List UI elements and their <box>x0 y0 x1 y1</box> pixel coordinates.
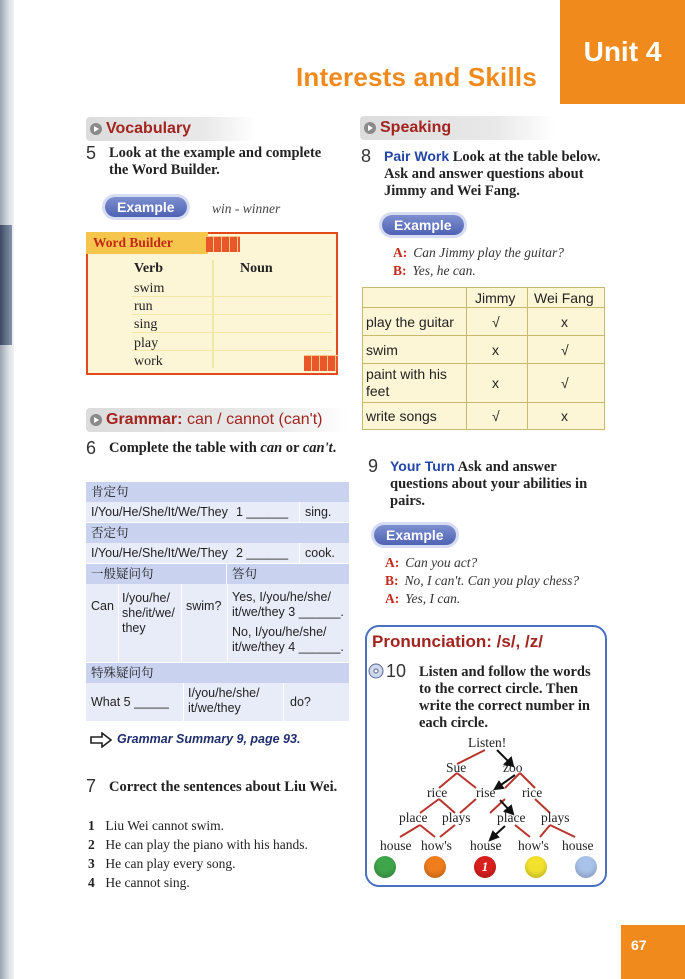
word-builder-row <box>132 333 332 351</box>
verb-work: work <box>134 354 163 369</box>
negative-verb: cook. <box>305 546 335 560</box>
list-item: 1 Liu Wei cannot swim. <box>88 818 225 833</box>
exercise-number-7: 7 <box>86 776 97 796</box>
wh-subject: I/you/he/she/ it/we/they <box>188 686 260 715</box>
tree-word: plays <box>442 810 471 825</box>
jimmy-songs: √ <box>492 408 500 424</box>
tree-word: place <box>399 810 428 825</box>
activity-swim: swim <box>366 342 398 358</box>
word-builder-title: Word Builder <box>86 232 208 254</box>
tree-word: place <box>497 810 526 825</box>
table-line <box>466 287 467 430</box>
negative-subject: I/You/He/She/It/We/They <box>91 546 228 560</box>
word-builder-row <box>132 297 332 315</box>
vocabulary-instruction: Look at the example and complete the Word Builder. <box>109 145 322 178</box>
word-builder-header-noun: Noun <box>240 261 273 276</box>
speaking-instruction: Pair Work Look at the table below. Ask and answer questions about Jimmy and Wei Fang. <box>384 148 601 199</box>
table-divider <box>283 683 284 721</box>
pronunciation-instruction: Listen and follow the words to the correct circle. Then write the correct number in each circle. <box>419 664 591 731</box>
q-subject: I/you/he/ she/it/we/ they <box>122 591 175 635</box>
page-edge <box>0 0 14 979</box>
tree-word: Sue <box>446 760 467 775</box>
exercise7-instruction: Correct the sentences about Liu Wei. <box>109 779 338 795</box>
answer-circle-red[interactable]: 1 <box>474 856 496 878</box>
vocabulary-heading: Vocabulary <box>86 117 256 141</box>
tree-word: house <box>562 838 594 853</box>
verb-run: run <box>134 299 153 314</box>
tree-word: house <box>380 838 412 853</box>
sentence-list <box>88 816 308 892</box>
grammar-heading: Grammar: can / cannot (can't) <box>86 408 348 432</box>
play-icon <box>90 123 102 135</box>
tree-word: how's <box>421 838 452 853</box>
example-text: win - winner <box>212 201 281 216</box>
wh-what[interactable]: What 5 _____ <box>91 695 169 709</box>
answer-circle-orange[interactable] <box>424 856 446 878</box>
table-divider <box>299 543 300 563</box>
table-divider <box>118 584 119 662</box>
wei-guitar: x <box>561 314 568 330</box>
answer-circle-green[interactable] <box>374 856 396 878</box>
jimmy-swim: x <box>492 342 499 358</box>
tree-word: house <box>470 838 502 853</box>
unit-badge: Unit 4 <box>560 0 685 104</box>
grammar-summary-link[interactable]: Grammar Summary 9, page 93. <box>117 732 301 746</box>
brick-decoration <box>206 236 240 252</box>
pronunciation-title: Pronunciation: /s/, /z/ <box>372 632 543 651</box>
table-divider <box>227 584 228 662</box>
tree-word: zoo <box>503 760 523 775</box>
affirmative-verb: sing. <box>305 505 332 519</box>
wh-label: 特殊疑问句 <box>86 663 349 683</box>
answer-circle-blue[interactable] <box>575 856 597 878</box>
play-icon <box>364 122 376 134</box>
play-icon <box>90 414 102 426</box>
tree-listen: Listen! <box>468 735 507 750</box>
table-line <box>362 363 605 364</box>
word-builder-header-verb: Verb <box>134 261 164 276</box>
example-badge: Example <box>382 215 464 235</box>
blank-2[interactable]: 2 ______ <box>236 546 289 560</box>
wei-paint: √ <box>561 375 569 391</box>
tree-word: rise <box>476 785 496 800</box>
q-can: Can <box>91 599 114 613</box>
table-line <box>527 287 528 430</box>
exercise-number-9: 9 <box>368 456 379 476</box>
your-turn-instruction: Your Turn Ask and answer questions about your abilities in pairs. <box>390 458 588 509</box>
tree-word: how's <box>518 838 549 853</box>
tree-word: rice <box>522 785 543 800</box>
activity-songs: write songs <box>366 408 437 424</box>
affirmative-label: 肯定句 <box>86 482 349 502</box>
wei-songs: x <box>561 408 568 424</box>
verb-swim: swim <box>134 281 165 296</box>
exercise-number-8: 8 <box>361 146 372 166</box>
list-item: 4 He cannot sing. <box>88 875 190 890</box>
wei-swim: √ <box>561 342 569 358</box>
col-wei-fang: Wei Fang <box>534 290 594 306</box>
activity-guitar: play the guitar <box>366 314 454 330</box>
answer-label: 答句 <box>227 564 349 584</box>
table-line <box>362 335 605 336</box>
table-line <box>362 307 605 308</box>
exercise-number-10: 10 <box>386 661 407 681</box>
example-dialogue: A: Can Jimmy play the guitar? B: Yes, he can. <box>393 245 564 278</box>
page-number: 67 <box>621 925 685 979</box>
verb-play: play <box>134 336 159 351</box>
exercise-number-6: 6 <box>86 438 97 458</box>
tree-word: rice <box>427 785 448 800</box>
wh-verb: do? <box>290 695 311 709</box>
answer-no[interactable]: No, I/you/he/she/ it/we/they 4 ______. <box>232 625 344 654</box>
exercise-number-5: 5 <box>86 143 97 163</box>
activity-paint: paint with his feet <box>366 366 447 399</box>
yesno-label: 一般疑问句 <box>86 564 226 584</box>
negative-label: 否定句 <box>86 523 349 543</box>
jimmy-paint: x <box>492 375 499 391</box>
grammar-instruction: Complete the table with can or can't. <box>109 440 337 456</box>
tree-word: plays <box>541 810 570 825</box>
page-title: Interests and Skills <box>296 62 537 92</box>
answer-circle-yellow[interactable] <box>525 856 547 878</box>
table-divider <box>183 683 184 721</box>
word-builder-row <box>132 315 332 333</box>
page-edge-shadow <box>0 225 12 345</box>
speaking-heading: Speaking <box>360 116 555 140</box>
answer-yes[interactable]: Yes, I/you/he/she/ it/we/they 3 ______. <box>232 590 344 619</box>
table-line <box>362 402 605 403</box>
example-badge: Example <box>105 197 187 217</box>
table-divider <box>181 584 182 662</box>
example-badge: Example <box>374 525 456 545</box>
table-divider <box>299 502 300 522</box>
q-verb: swim? <box>186 599 222 613</box>
list-item: 3 He can play every song. <box>88 856 236 871</box>
arrow-right-icon <box>90 732 110 746</box>
blank-1[interactable]: 1 ______ <box>236 505 289 519</box>
jimmy-guitar: √ <box>492 314 500 330</box>
audio-cd-icon[interactable] <box>368 663 384 679</box>
col-jimmy: Jimmy <box>475 290 516 306</box>
brick-decoration <box>304 355 338 371</box>
affirmative-subject: I/You/He/She/It/We/They <box>91 505 228 519</box>
verb-sing: sing <box>134 317 158 332</box>
example-dialogue-2: A: Can you act? B: No, I can't. Can you play chess? A: Yes, I can. <box>385 555 580 606</box>
list-item: 2 He can play the piano with his hands. <box>88 837 308 852</box>
